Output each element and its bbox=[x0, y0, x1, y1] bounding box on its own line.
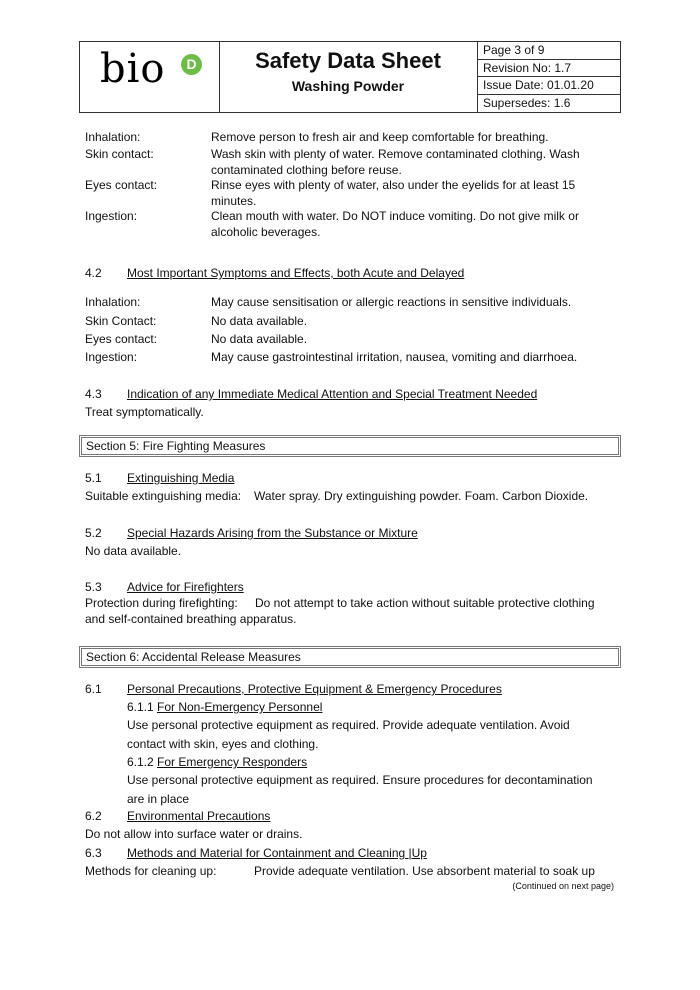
body-line: are in place bbox=[127, 792, 190, 806]
row-value: Do not attempt to take action without suitable protective clothing bbox=[255, 596, 595, 610]
row-label: Suitable extinguishing media: bbox=[85, 489, 242, 503]
row-value: Rinse eyes with plenty of water, also under the eyelids for at least 15 minutes. bbox=[211, 178, 576, 208]
subsection-number: 5.3 bbox=[85, 580, 102, 594]
subsection-number: 4.2 bbox=[85, 266, 102, 280]
section-heading: Section 6: Accidental Release Measures bbox=[79, 646, 621, 668]
body-line: contact with skin, eyes and clothing. bbox=[127, 737, 319, 751]
meta-block bbox=[477, 42, 620, 112]
row-value: May cause sensitisation or allergic reactions in sensitive individuals. bbox=[211, 295, 572, 309]
subsection-number: 6.3 bbox=[85, 846, 102, 860]
sub-subsection-title: For Non-Emergency Personnel bbox=[157, 700, 323, 714]
row-value: Wash skin with plenty of water. Remove contaminated clothing. Wash contaminated clothing before reuse. bbox=[211, 147, 580, 177]
page-number: Page 3 of 9 bbox=[477, 42, 620, 60]
sub-subsection-number: 6.1.2 bbox=[127, 755, 154, 769]
row-value: No data available. bbox=[211, 332, 308, 346]
sub-subsection-title: For Emergency Responders bbox=[157, 755, 308, 769]
supersedes: Supersedes: 1.6 bbox=[483, 95, 571, 110]
document-title: Safety Data Sheet bbox=[255, 48, 441, 73]
body-text: Do not allow into surface water or drains. bbox=[85, 827, 303, 841]
first-aid-row bbox=[85, 177, 615, 209]
row-label: Ingestion: bbox=[85, 350, 138, 364]
row-value: No data available. bbox=[211, 314, 308, 328]
subsection-title: Methods and Material for Containment and Cleaning |Up bbox=[127, 846, 427, 860]
subsection-number: 6.1 bbox=[85, 682, 102, 696]
first-aid-row bbox=[85, 208, 615, 240]
row-label: Skin Contact: bbox=[85, 314, 157, 328]
row-label: Inhalation: bbox=[85, 130, 141, 144]
row-label: Skin contact: bbox=[85, 147, 154, 161]
issue-date: Issue Date: 01.01.20 bbox=[477, 77, 620, 95]
subsection-title: Advice for Firefighters bbox=[127, 580, 244, 594]
first-aid-row bbox=[85, 146, 615, 178]
subsection-number: 4.3 bbox=[85, 387, 102, 401]
logo-text: bio bbox=[100, 46, 166, 92]
revision-number: Revision No: 1.7 bbox=[477, 60, 620, 78]
subsection-title: Most Important Symptoms and Effects, both Acute and Delayed bbox=[127, 266, 465, 280]
first-aid-row bbox=[85, 129, 615, 145]
logo bbox=[80, 42, 220, 112]
logo-mark: D bbox=[181, 54, 202, 75]
subsection-title: Indication of any Immediate Medical Attention and Special Treatment Needed bbox=[127, 387, 538, 401]
subsection-title: Personal Precautions, Protective Equipment & Emergency Procedures bbox=[127, 682, 502, 696]
subsection-number: 5.1 bbox=[85, 471, 102, 485]
section-heading: Section 5: Fire Fighting Measures bbox=[79, 435, 621, 457]
row-label: Inhalation: bbox=[85, 295, 141, 309]
subsection-title: Environmental Precautions bbox=[127, 809, 271, 823]
row-label: Eyes contact: bbox=[85, 178, 158, 192]
row-value: Clean mouth with water. Do NOT induce vomiting. Do not give milk or alcoholic beverages. bbox=[211, 209, 579, 239]
product-name: Washing Powder bbox=[291, 78, 405, 94]
subsection-number: 6.2 bbox=[85, 809, 102, 823]
body-line: Use personal protective equipment as required. Ensure procedures for decontamination bbox=[127, 773, 593, 787]
body-text: and self-contained breathing apparatus. bbox=[85, 612, 297, 626]
row-value: Remove person to fresh air and keep comfortable for breathing. bbox=[211, 130, 549, 144]
continued-note: (Continued on next page) bbox=[512, 881, 614, 891]
row-value: Provide adequate ventilation. Use absorbent material to soak up bbox=[254, 864, 595, 878]
row-label: Eyes contact: bbox=[85, 332, 158, 346]
subsection-title: Special Hazards Arising from the Substance or Mixture bbox=[127, 526, 418, 540]
row-label: Protection during firefighting: bbox=[85, 596, 238, 610]
row-label: Methods for cleaning up: bbox=[85, 864, 217, 878]
body-line: Use personal protective equipment as required. Provide adequate ventilation. Avoid bbox=[127, 718, 570, 732]
document-header bbox=[79, 41, 621, 113]
row-value: May cause gastrointestinal irritation, nausea, vomiting and diarrhoea. bbox=[211, 350, 578, 364]
subsection-number: 5.2 bbox=[85, 526, 102, 540]
row-value: Water spray. Dry extinguishing powder. Foam. Carbon Dioxide. bbox=[254, 489, 589, 503]
row-label: Ingestion: bbox=[85, 209, 138, 223]
sub-subsection-number: 6.1.1 bbox=[127, 700, 154, 714]
title-block bbox=[219, 42, 478, 112]
body-text: Treat symptomatically. bbox=[85, 405, 204, 419]
subsection-title: Extinguishing Media bbox=[127, 471, 235, 485]
body-text: No data available. bbox=[85, 544, 182, 558]
